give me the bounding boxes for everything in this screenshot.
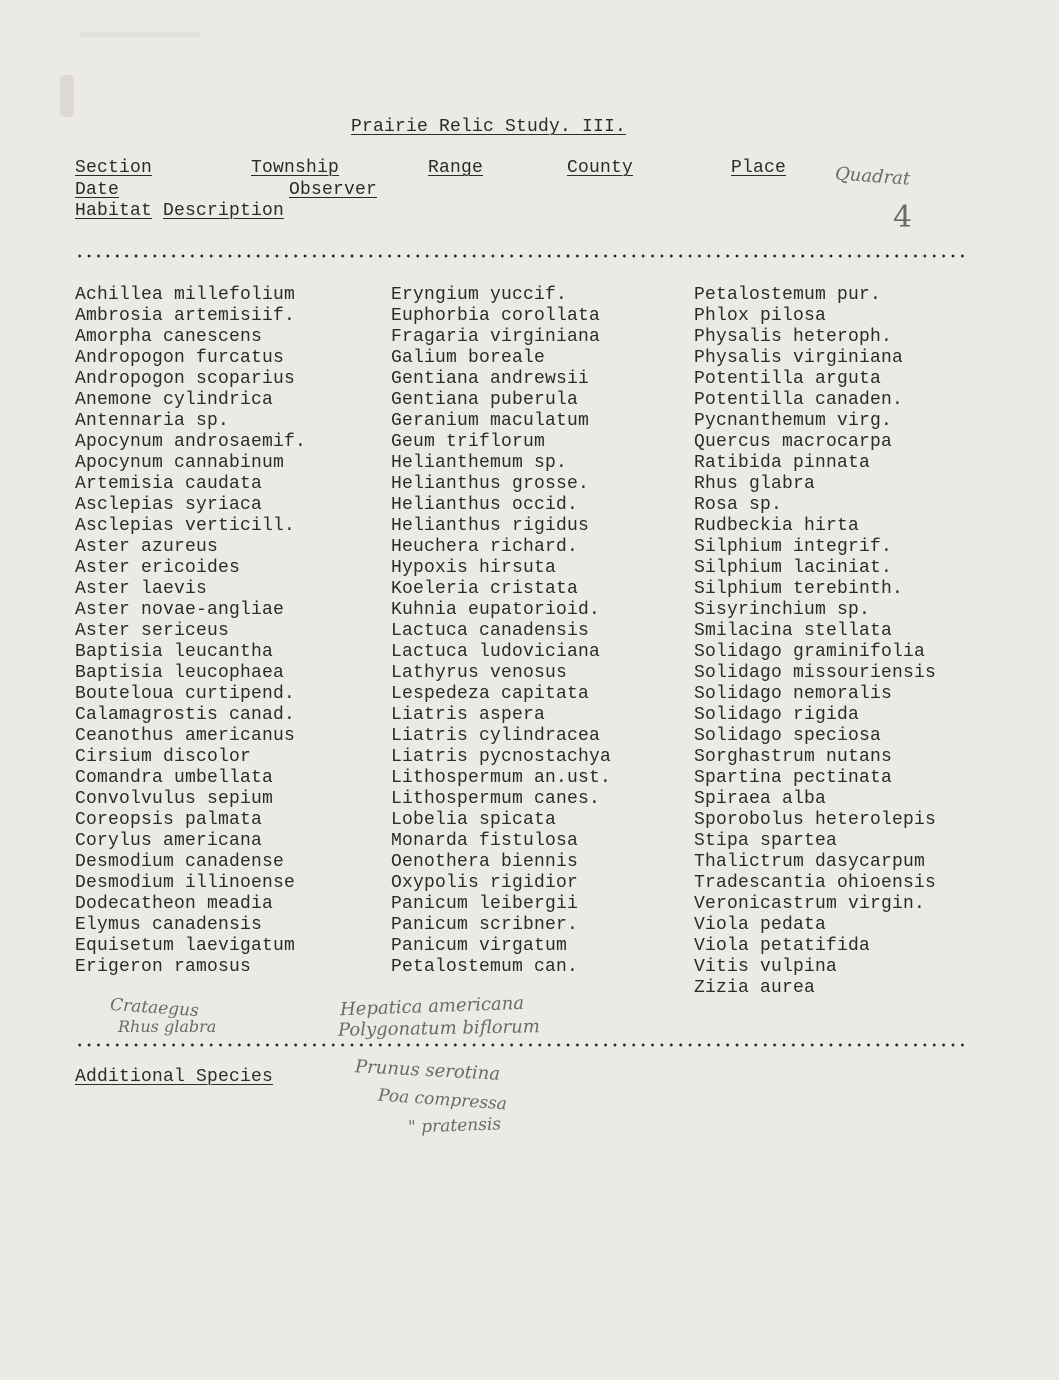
species-entry: Solidago speciosa [694, 726, 882, 746]
species-entry: Veronicastrum virgin. [694, 894, 926, 914]
species-entry: Sporobolus heterolepis [694, 810, 937, 830]
additional-species-label: Additional Species [75, 1067, 274, 1087]
species-entry: Ambrosia artemisiif. [75, 306, 296, 326]
species-entry: Viola petatifida [694, 936, 871, 956]
species-entry: Dodecatheon meadia [75, 894, 274, 914]
species-entry: Desmodium illinoense [75, 873, 296, 893]
section-label: Section [75, 158, 153, 178]
species-entry: Sorghastrum nutans [694, 747, 893, 767]
species-entry: Viola pedata [694, 915, 827, 935]
species-entry: Gentiana andrewsii [391, 369, 590, 389]
dotted-divider-bottom [75, 1043, 970, 1047]
species-entry: Hypoxis hirsuta [391, 558, 557, 578]
species-entry: Antennaria sp. [75, 411, 230, 431]
page-title: Prairie Relic Study. III. [351, 117, 627, 137]
species-entry: Panicum virgatum [391, 936, 568, 956]
species-entry: Apocynum cannabinum [75, 453, 285, 473]
species-entry: Quercus macrocarpa [694, 432, 893, 452]
county-label: County [567, 158, 634, 178]
species-entry: Sisyrinchium sp. [694, 600, 871, 620]
species-entry: Artemisia caudata [75, 474, 263, 494]
species-entry: Aster ericoides [75, 558, 241, 578]
species-entry: Convolvulus sepium [75, 789, 274, 809]
species-entry: Helianthus occid. [391, 495, 579, 515]
species-column-3 [694, 285, 936, 999]
species-entry: Asclepias verticill. [75, 516, 296, 536]
species-entry: Silphium laciniat. [694, 558, 893, 578]
species-entry: Petalostemum can. [391, 957, 579, 977]
species-entry: Oenothera biennis [391, 852, 579, 872]
handwritten-quadrat: Quadrat [834, 163, 911, 190]
species-entry: Pycnanthemum virg. [694, 411, 893, 431]
species-entry: Solidago graminifolia [694, 642, 926, 662]
paper-scuff [60, 75, 74, 117]
species-entry: Galium boreale [391, 348, 546, 368]
species-entry: Liatris aspera [391, 705, 546, 725]
species-entry: Physalis virginiana [694, 348, 904, 368]
species-entry: Equisetum laevigatum [75, 936, 296, 956]
species-entry: Helianthemum sp. [391, 453, 568, 473]
observer-label: Observer [289, 180, 378, 200]
species-entry: Phlox pilosa [694, 306, 827, 326]
species-entry: Liatris cylindracea [391, 726, 601, 746]
handwritten-species: Rhus glabra [118, 1017, 217, 1036]
species-entry: Petalostemum pur. [694, 285, 882, 305]
species-entry: Ceanothus americanus [75, 726, 296, 746]
species-entry: Panicum leibergii [391, 894, 579, 914]
species-entry: Ratibida pinnata [694, 453, 871, 473]
handwritten-species: Prunus serotina [354, 1056, 501, 1085]
dotted-divider-top [75, 254, 970, 258]
species-entry: Andropogon scoparius [75, 369, 296, 389]
species-entry: Lactuca canadensis [391, 621, 590, 641]
species-entry: Thalictrum dasycarpum [694, 852, 926, 872]
place-label: Place [731, 158, 787, 178]
species-entry: Helianthus grosse. [391, 474, 590, 494]
species-entry: Aster laevis [75, 579, 208, 599]
handwritten-species: Hepatica americana [339, 992, 525, 1021]
species-entry: Solidago missouriensis [694, 663, 937, 683]
species-column-2 [391, 285, 611, 978]
species-entry: Liatris pycnostachya [391, 747, 612, 767]
handwritten-quadrat-number: 4 [893, 200, 913, 235]
species-entry: Andropogon furcatus [75, 348, 285, 368]
habitat-description-label [75, 201, 284, 221]
species-entry: Lobelia spicata [391, 810, 557, 830]
species-entry: Fragaria virginiana [391, 327, 601, 347]
habitat-label: Habitat [75, 201, 153, 221]
species-entry: Spartina pectinata [694, 768, 893, 788]
species-entry: Eryngium yuccif. [391, 285, 568, 305]
species-entry: Baptisia leucophaea [75, 663, 285, 683]
species-entry: Rudbeckia hirta [694, 516, 860, 536]
paper-scuff [80, 32, 200, 37]
species-entry: Gentiana puberula [391, 390, 579, 410]
species-entry: Aster novae-angliae [75, 600, 285, 620]
species-entry: Oxypolis rigidior [391, 873, 579, 893]
species-entry: Solidago rigida [694, 705, 860, 725]
species-entry: Spiraea alba [694, 789, 827, 809]
species-entry: Comandra umbellata [75, 768, 274, 788]
species-entry: Aster azureus [75, 537, 219, 557]
species-entry: Baptisia leucantha [75, 642, 274, 662]
species-entry: Silphium integrif. [694, 537, 893, 557]
species-entry: Erigeron ramosus [75, 957, 252, 977]
species-entry: Panicum scribner. [391, 915, 579, 935]
species-entry: Zizia aurea [694, 978, 816, 998]
species-entry: Vitis vulpina [694, 957, 838, 977]
species-entry: Aster sericeus [75, 621, 230, 641]
species-entry: Lespedeza capitata [391, 684, 590, 704]
species-entry: Physalis heteroph. [694, 327, 893, 347]
species-entry: Heuchera richard. [391, 537, 579, 557]
date-label: Date [75, 180, 120, 200]
species-entry: Calamagrostis canad. [75, 705, 296, 725]
description-label: Description [163, 201, 285, 221]
range-label: Range [428, 158, 484, 178]
species-entry: Lactuca ludoviciana [391, 642, 601, 662]
species-entry: Anemone cylindrica [75, 390, 274, 410]
handwritten-species: Crataegus [109, 994, 200, 1022]
species-entry: Koeleria cristata [391, 579, 579, 599]
handwritten-species: Polygonatum biflorum [337, 1016, 541, 1041]
species-entry: Achillea millefolium [75, 285, 296, 305]
species-entry: Monarda fistulosa [391, 831, 579, 851]
species-entry: Lithospermum canes. [391, 789, 601, 809]
township-label: Township [251, 158, 340, 178]
species-entry: Coreopsis palmata [75, 810, 263, 830]
species-entry: Rhus glabra [694, 474, 816, 494]
species-entry: Stipa spartea [694, 831, 838, 851]
handwritten-species: Poa compressa [377, 1085, 508, 1115]
species-entry: Lathyrus venosus [391, 663, 568, 683]
species-entry: Apocynum androsaemif. [75, 432, 307, 452]
species-column-1 [75, 285, 306, 978]
species-entry: Bouteloua curtipend. [75, 684, 296, 704]
species-entry: Amorpha canescens [75, 327, 263, 347]
species-entry: Asclepias syriaca [75, 495, 263, 515]
species-entry: Lithospermum an.ust. [391, 768, 612, 788]
species-entry: Rosa sp. [694, 495, 783, 515]
species-entry: Desmodium canadense [75, 852, 285, 872]
handwritten-species: " pratensis [407, 1114, 502, 1138]
species-entry: Smilacina stellata [694, 621, 893, 641]
species-entry: Potentilla canaden. [694, 390, 904, 410]
species-entry: Euphorbia corollata [391, 306, 601, 326]
species-entry: Geum triflorum [391, 432, 546, 452]
species-entry: Potentilla arguta [694, 369, 882, 389]
species-entry: Kuhnia eupatorioid. [391, 600, 601, 620]
species-entry: Solidago nemoralis [694, 684, 893, 704]
species-entry: Silphium terebinth. [694, 579, 904, 599]
species-entry: Cirsium discolor [75, 747, 252, 767]
species-entry: Elymus canadensis [75, 915, 263, 935]
species-entry: Tradescantia ohioensis [694, 873, 937, 893]
species-entry: Helianthus rigidus [391, 516, 590, 536]
species-entry: Geranium maculatum [391, 411, 590, 431]
species-entry: Corylus americana [75, 831, 263, 851]
